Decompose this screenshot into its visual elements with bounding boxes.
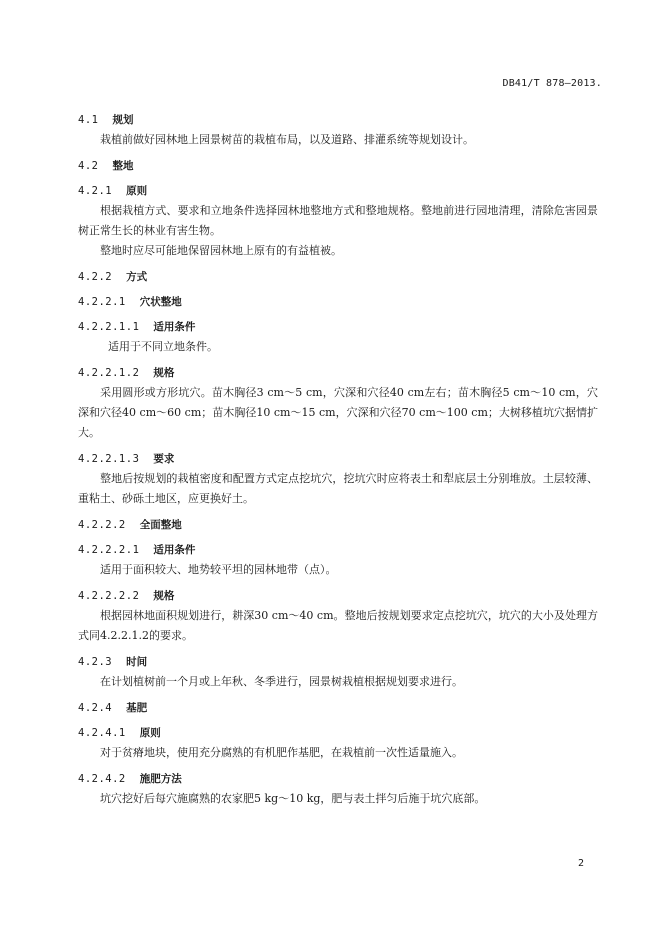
section-number: 4.2.3 — [78, 656, 113, 668]
paragraph: 栽植前做好园林地上园景树苗的栽植布局，以及道路、排灌系统等规划设计。 — [100, 133, 474, 146]
section-title: 穴状整地 — [139, 296, 182, 308]
section-title: 原则 — [139, 727, 161, 739]
section-number: 4.2.2.2.2 — [78, 590, 140, 602]
section-number: 4.2.2 — [78, 271, 113, 283]
section-number: 4.2.1 — [78, 185, 113, 197]
section-title: 规格 — [153, 367, 175, 379]
section-heading — [78, 156, 598, 176]
section-number: 4.2.2.1 — [78, 296, 126, 308]
section-heading — [78, 181, 598, 201]
section-heading — [78, 698, 598, 718]
section-heading — [78, 515, 598, 535]
section-heading — [78, 110, 598, 130]
section-title: 原则 — [126, 185, 148, 197]
section-heading — [78, 363, 598, 383]
paragraph: 适用于面积较大、地势较平坦的园林地带（点）。 — [100, 563, 337, 576]
section-title: 整地 — [112, 160, 134, 172]
section-title: 适用条件 — [153, 544, 196, 556]
section-number: 4.2.4.1 — [78, 727, 126, 739]
section-heading — [78, 652, 598, 672]
section-number: 4.2.2.1.2 — [78, 367, 140, 379]
section-number: 4.2.4.2 — [78, 773, 126, 785]
section-title: 基肥 — [126, 702, 148, 714]
paragraph: 坑穴挖好后每穴施腐熟的农家肥5 kg～10 kg，肥与表土拌匀后施于坑穴底部。 — [100, 792, 486, 805]
paragraph: 根据园林地面积规划进行，耕深30 cm～40 cm。整地后按规划要求定点挖坑穴，坑穴的大小及处理方式同4.2.2.1.2的要求。 — [78, 609, 598, 642]
paragraph: 对于贫瘠地块，使用充分腐熟的有机肥作基肥，在栽植前一次性适量施入。 — [100, 746, 463, 759]
paragraph: 适用于不同立地条件。 — [108, 340, 218, 353]
paragraph: 在计划植树前一个月或上年秋、冬季进行，园景树栽植根据规划要求进行。 — [100, 675, 463, 688]
section-number: 4.1 — [78, 114, 99, 126]
section-number: 4.2.2.2 — [78, 519, 126, 531]
document-body — [78, 105, 598, 815]
section-number: 4.2.2.2.1 — [78, 544, 140, 556]
section-heading — [78, 540, 598, 560]
section-title: 规格 — [153, 590, 175, 602]
paragraph: 整地时应尽可能地保留园林地上原有的有益植被。 — [100, 244, 342, 257]
section-number: 4.2 — [78, 160, 99, 172]
section-title: 时间 — [126, 656, 148, 668]
section-number: 4.2.2.1.3 — [78, 453, 140, 465]
section-title: 施肥方法 — [139, 773, 182, 785]
section-title: 适用条件 — [153, 321, 196, 333]
page-number: 2 — [577, 858, 584, 869]
section-number: 4.2.2.1.1 — [78, 321, 140, 333]
section-title: 规划 — [112, 114, 134, 126]
paragraph: 采用圆形或方形坑穴。苗木胸径3 cm～5 cm，穴深和穴径40 cm左右；苗木胸径5 cm～10 cm，穴深和穴径40 cm～60 cm；苗木胸径10 cm～15 cm，穴深和穴径70 cm～100 cm；大树移植坑穴据情扩大。 — [78, 386, 598, 439]
section-heading — [78, 317, 598, 337]
section-heading — [78, 769, 598, 789]
section-heading — [78, 267, 598, 287]
section-heading — [78, 292, 598, 312]
paragraph: 整地后按规划的栽植密度和配置方式定点挖坑穴，挖坑穴时应将表土和犁底层土分别堆放。土层较薄、重粘土、砂砾土地区，应更换好土。 — [78, 472, 598, 505]
section-title: 方式 — [126, 271, 148, 283]
document-code: DB41/T 878—2013. — [502, 78, 602, 89]
section-heading — [78, 586, 598, 606]
section-heading — [78, 723, 598, 743]
section-heading — [78, 449, 598, 469]
paragraph: 根据栽植方式、要求和立地条件选择园林地整地方式和整地规格。整地前进行园地清理，清除危害园景树正常生长的林业有害生物。 — [78, 204, 598, 237]
section-number: 4.2.4 — [78, 702, 113, 714]
section-title: 要求 — [153, 453, 175, 465]
section-title: 全面整地 — [139, 519, 182, 531]
